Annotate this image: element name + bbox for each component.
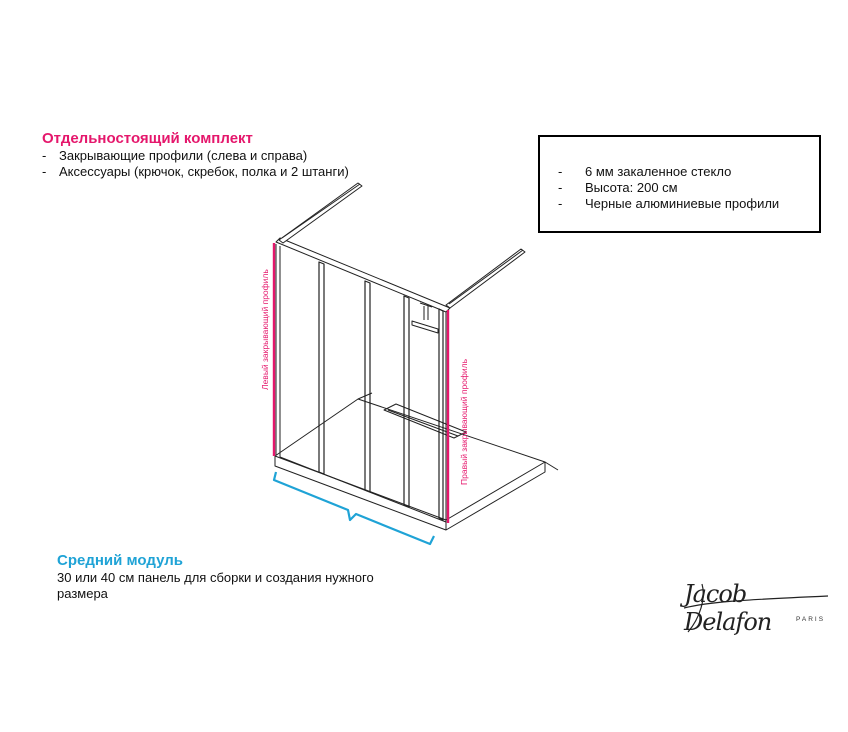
right-profile-label: Правый закрывающий профиль [459,358,469,485]
brand-logo-location: PARIS [796,616,826,623]
brand-logo [678,578,838,638]
right-wall-bar [446,249,525,308]
middle-module-description: 30 или 40 см панель для сборки и создания нужного размера [57,570,374,601]
left-profile-label: Левый закрывающий профиль [260,269,270,390]
middle-module-title: Средний модуль [57,552,183,569]
spec-item-glass: - 6 мм закаленное стекло [540,164,819,180]
top-rail [276,238,450,312]
freestanding-kit-title: Отдельностоящий комплект [42,130,253,147]
spec-item-profiles: - Черные алюминиевые профили [540,196,819,212]
spec-item-height: - Высота: 200 см [540,180,819,196]
freestanding-kit-item-accessories: - Аксессуары (крючок, скребок, полка и 2 штанги) [42,164,372,180]
brand-logo-wordmark: Jacob Delafon [684,580,772,636]
left-wall-bar [279,183,362,243]
shower-tray [275,393,558,530]
freestanding-kit-item-profiles: - Закрывающие профили (слева и справа) [42,148,372,164]
middle-module-block [57,552,377,602]
